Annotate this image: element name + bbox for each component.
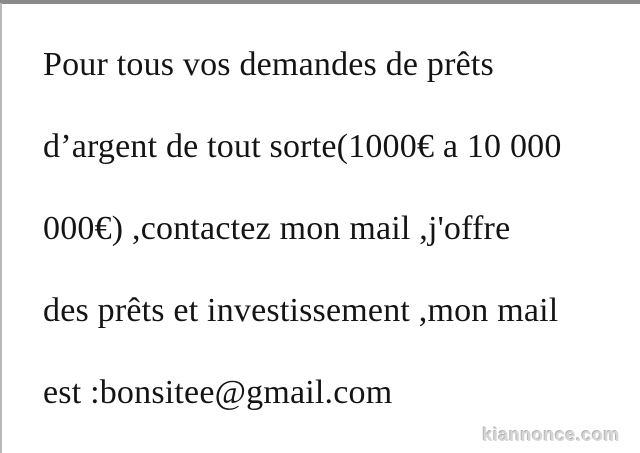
ad-text-block [43, 24, 618, 434]
ad-text-line-5-email: est :bonsitee@gmail.com [43, 374, 393, 411]
ad-text-line-1: Pour tous vos demandes de prêts [43, 46, 494, 83]
ad-text-line-3: 000€) ,contactez mon mail ,j'offre [43, 210, 511, 247]
ad-text-line-4: des prêts et investissement ,mon mail [43, 292, 559, 329]
ad-text-line-2: d’argent de tout sorte(1000€ a 10 000 [43, 128, 562, 165]
left-border-line [0, 3, 2, 453]
top-bar [0, 0, 640, 4]
watermark: kiannonce.com [482, 425, 620, 445]
